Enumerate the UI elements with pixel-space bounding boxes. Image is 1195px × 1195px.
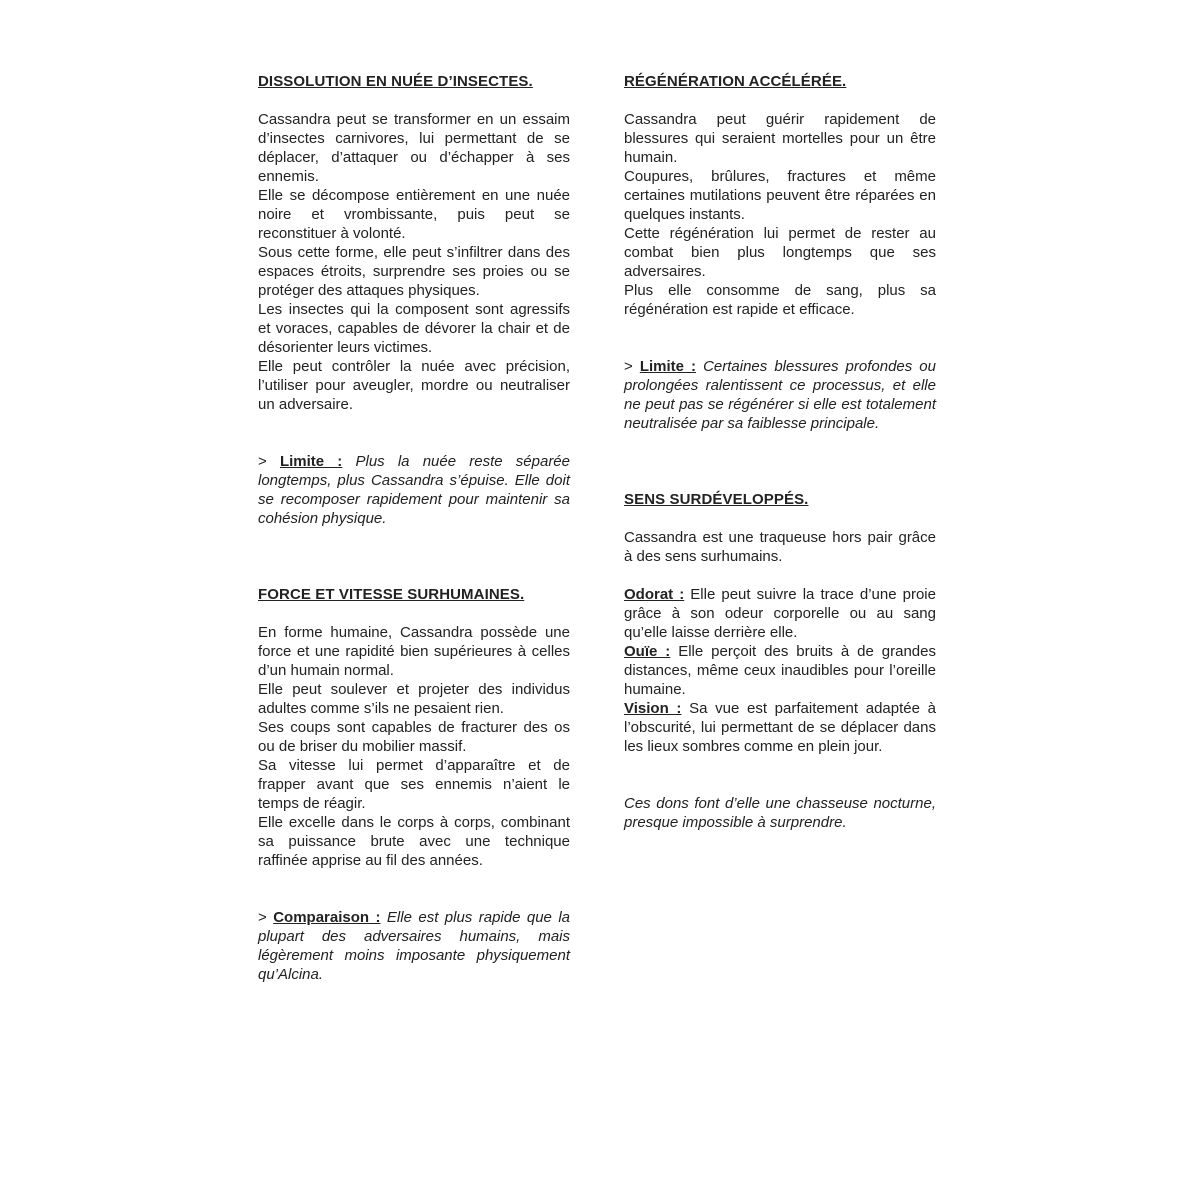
note-text: Elle est plus rapide que la plupart des adversaires humains, mais légèrement moins imposante physiquement qu’Alcina. (258, 909, 570, 983)
paragraph: Cassandra est une traqueuse hors pair grâce à des sens surhumains. (624, 529, 936, 565)
paragraph: Coupures, brûlures, fractures et même certaines mutilations peuvent être réparées en quelques instants. (624, 168, 936, 223)
paragraph: Elle excelle dans le corps à corps, combinant sa puissance brute avec une technique raffinée apprise au fil des années. (258, 814, 570, 869)
paragraph: Ses coups sont capables de fracturer des os ou de briser du mobilier massif. (258, 719, 570, 755)
paragraph: Elle peut soulever et projeter des individus adultes comme s’ils ne pesaient rien. (258, 681, 570, 717)
note-prefix: > (258, 453, 280, 470)
note-label: Limite : (279, 453, 343, 470)
sense-text: Elle perçoit des bruits à de grandes distances, même ceux inaudibles pour l’oreille humaine. (624, 643, 936, 698)
comparison-note (258, 908, 570, 984)
limit-note (258, 452, 570, 528)
paragraph: Les insectes qui la composent sont agressifs et voraces, capables de dévorer la chair et de désorienter leurs victimes. (258, 301, 570, 356)
paragraph: Elle se décompose entièrement en une nuée noire et vrombissante, puis peut se reconstituer à volonté. (258, 187, 570, 242)
sense-smell (624, 585, 936, 642)
note-text: Plus la nuée reste séparée longtemps, plus Cassandra s’épuise. Elle doit se recomposer rapidement pour maintenir sa cohésion physique. (258, 453, 570, 527)
paragraph: Cassandra peut guérir rapidement de blessures qui seraient mortelles pour un être humain. (624, 111, 936, 166)
note-prefix: > (258, 909, 274, 926)
sense-label: Ouïe : (624, 643, 671, 660)
sense-hearing (624, 642, 936, 699)
sense-vision (624, 699, 936, 756)
paragraph: Cette régénération lui permet de rester au combat bien plus longtemps que ses adversaires. (624, 225, 936, 280)
paragraph: Sous cette forme, elle peut s’infiltrer dans des espaces étroits, surprendre ses proies ou se protéger des attaques physiques. (258, 244, 570, 299)
limit-note (624, 357, 936, 433)
sense-label: Odorat : (624, 586, 685, 603)
section-senses (624, 490, 936, 832)
section-heading: SENS SURDÉVELOPPÉS. (624, 491, 809, 508)
paragraph: Sa vitesse lui permet d’apparaître et de frapper avant que ses ennemis n’aient le temps de réagir. (258, 757, 570, 812)
section-regeneration (624, 72, 936, 433)
paragraph: En forme humaine, Cassandra possède une force et une rapidité bien supérieures à celles d’un humain normal. (258, 624, 570, 679)
note-label: Comparaison : (273, 909, 381, 926)
paragraph: Cassandra peut se transformer en un essaim d’insectes carnivores, lui permettant de se déplacer, d’attaquer ou d’échapper à ses ennemis. (258, 111, 570, 185)
note-label: Limite : (639, 358, 697, 375)
paragraph: Elle peut contrôler la nuée avec précision, l’utiliser pour aveugler, mordre ou neutraliser un adversaire. (258, 358, 570, 413)
section-insect-swarm (258, 72, 570, 528)
closing-remark: Ces dons font d’elle une chasseuse nocturne, presque impossible à surprendre. (624, 795, 936, 831)
section-heading: FORCE ET VITESSE SURHUMAINES. (258, 586, 525, 603)
paragraph: Plus elle consomme de sang, plus sa régénération est rapide et efficace. (624, 282, 936, 318)
note-text: Certaines blessures profondes ou prolongées ralentissent ce processus, et elle ne peut pas se régénérer si elle est totalement neutralisée par sa faiblesse principale. (624, 358, 936, 432)
right-column (624, 72, 936, 832)
section-strength-speed (258, 585, 570, 984)
sense-text: Sa vue est parfaitement adaptée à l’obscurité, lui permettant de se déplacer dans les lieux sombres comme en plein jour. (624, 700, 936, 755)
section-heading: RÉGÉNÉRATION ACCÉLÉRÉE. (624, 73, 847, 90)
note-prefix: > (624, 358, 640, 375)
section-heading: DISSOLUTION EN NUÉE D’INSECTES. (258, 73, 533, 90)
sense-label: Vision : (624, 700, 682, 717)
left-column (258, 72, 570, 984)
sense-text: Elle peut suivre la trace d’une proie grâce à son odeur corporelle ou au sang qu’elle laisse derrière elle. (624, 586, 936, 641)
